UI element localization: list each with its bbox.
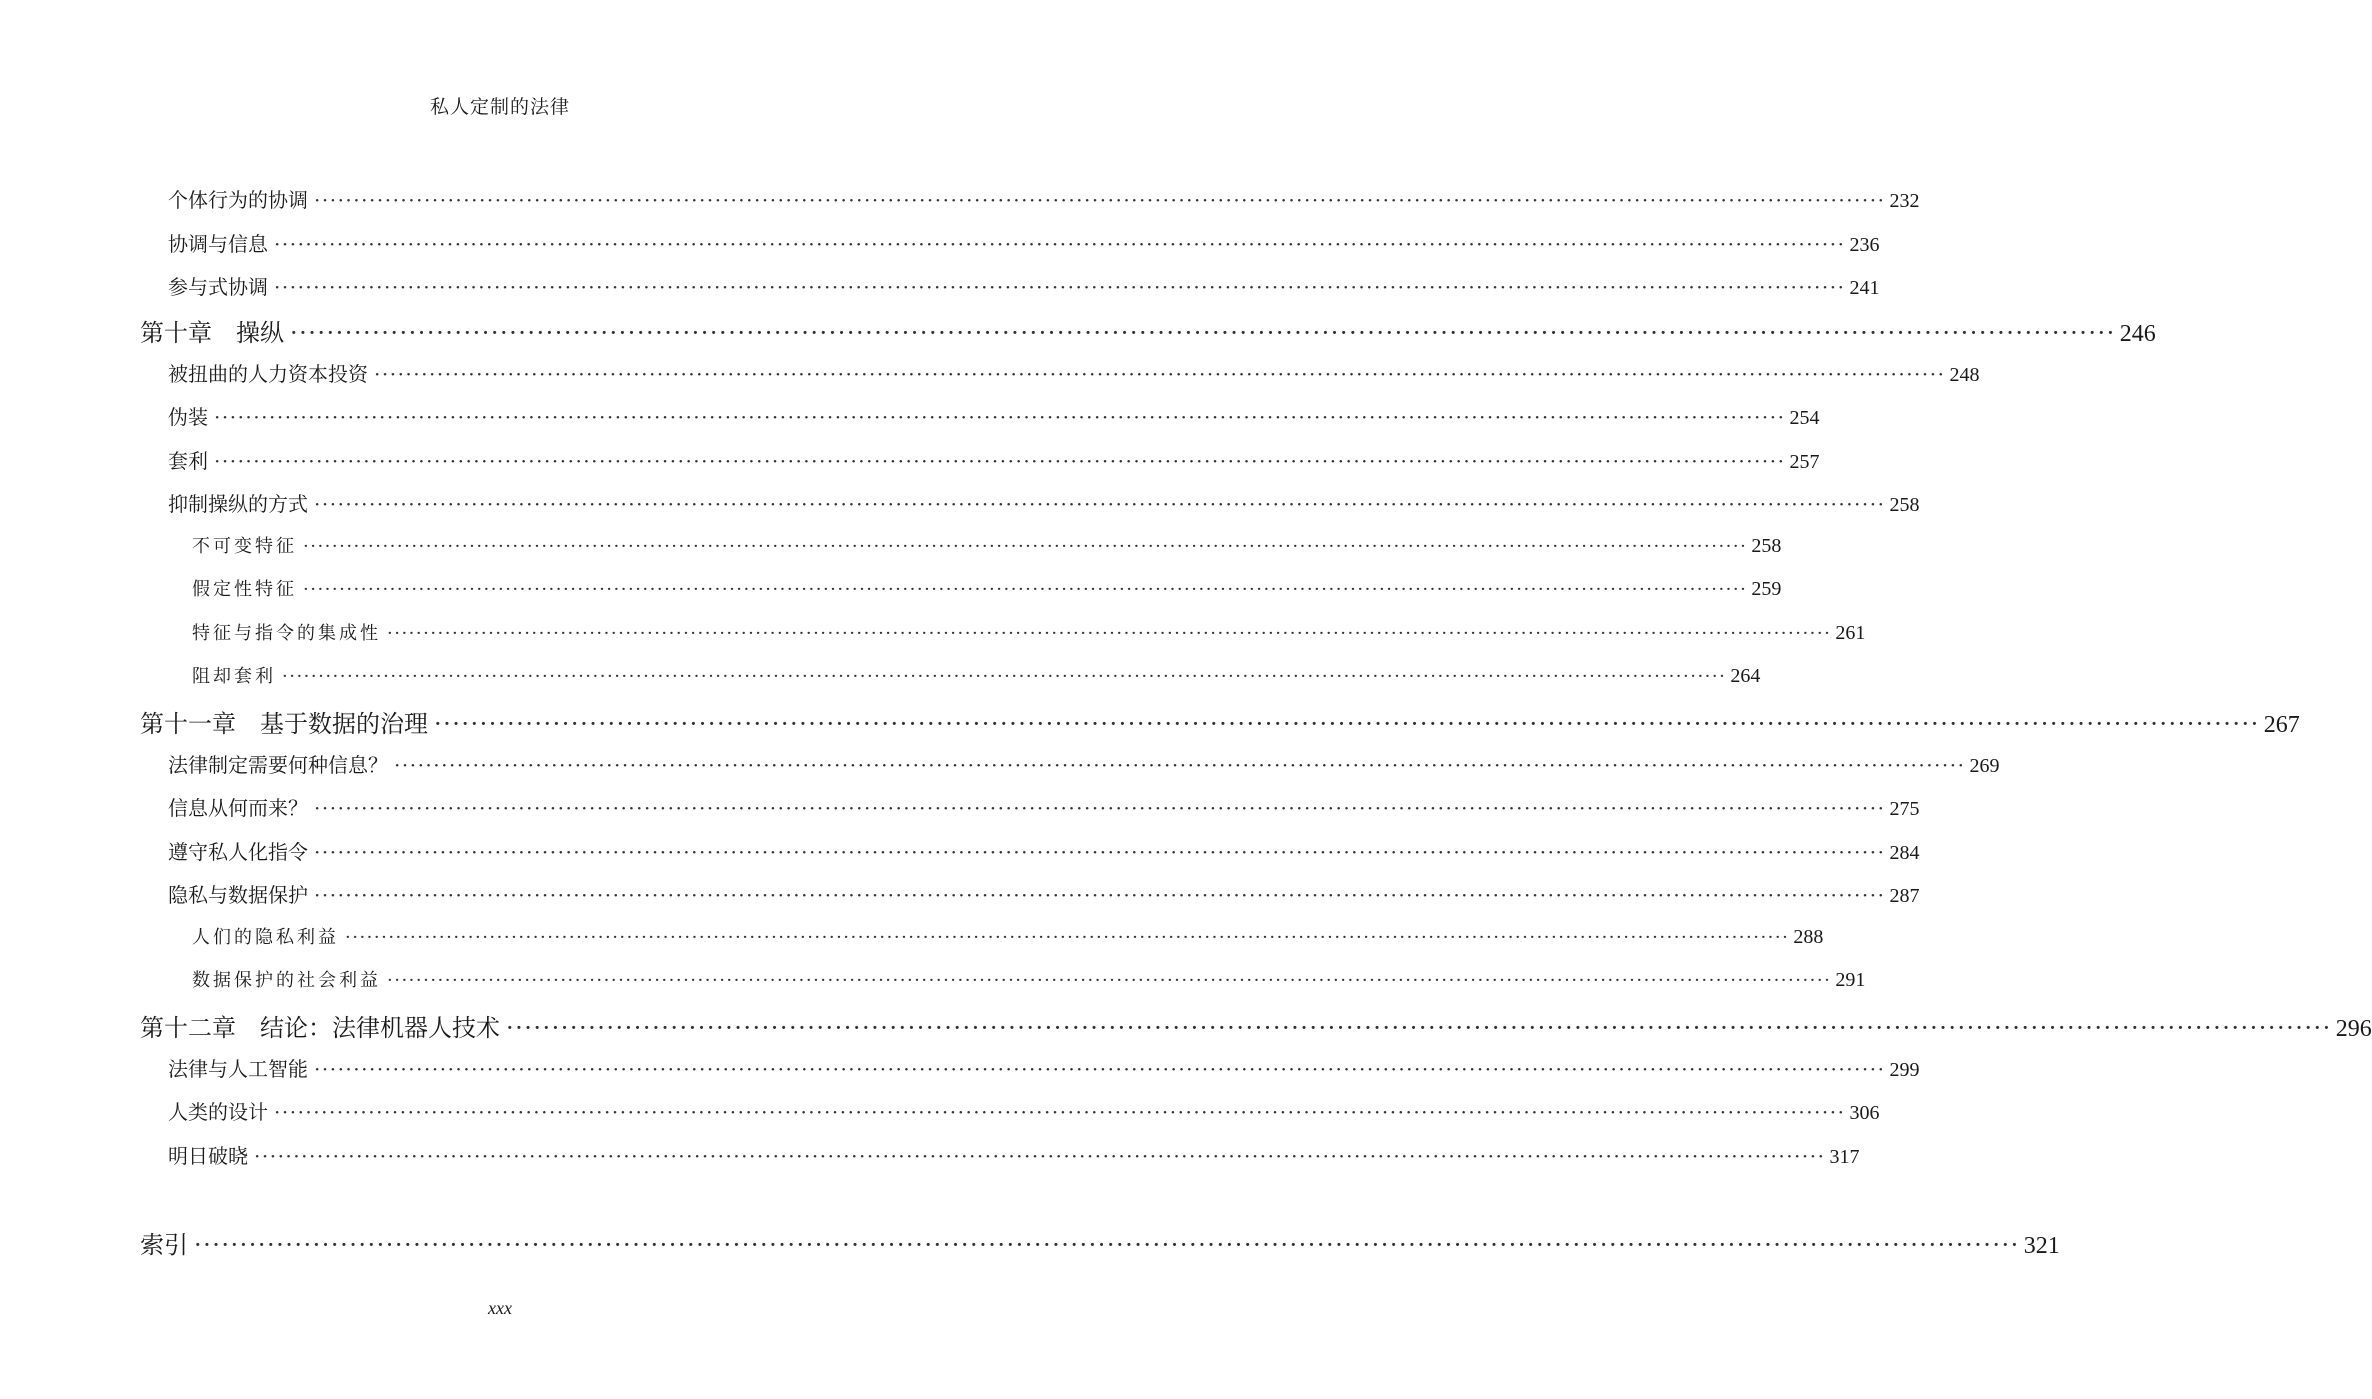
- toc-entry-page: 269: [1969, 755, 2000, 777]
- toc-entry-page: 299: [1889, 1059, 1920, 1081]
- toc-entry[interactable]: [168, 749, 2000, 778]
- toc-entry[interactable]: [168, 401, 1820, 430]
- toc-entry-page: 321: [2023, 1233, 2060, 1259]
- dot-leader: ········································································································································································································: [387, 970, 1832, 991]
- dot-leader: ········································································································································································································: [506, 1014, 2332, 1042]
- toc-entry-page: 267: [2263, 712, 2300, 738]
- dot-leader: ········································································································································································································: [314, 1057, 1886, 1081]
- toc-entry-title: 遵守私人化指令: [168, 840, 308, 864]
- toc-entry-page: 261: [1835, 622, 1866, 644]
- dot-leader: ········································································································································································································: [303, 536, 1748, 557]
- toc-entry-page: 257: [1789, 451, 1820, 473]
- toc-entry-title: 数据保护的社会利益: [192, 970, 381, 991]
- dot-leader: ········································································································································································································: [194, 1231, 2020, 1259]
- toc-entry-page: 246: [2119, 321, 2156, 347]
- toc-subentry[interactable]: [192, 619, 1866, 645]
- toc-entry[interactable]: [168, 836, 1920, 865]
- toc-chapter-entry[interactable]: [140, 1008, 2372, 1043]
- toc-entry-title: 抑制操纵的方式: [168, 492, 308, 516]
- toc-entry-page: 291: [1835, 969, 1866, 991]
- toc-entry[interactable]: [168, 445, 1820, 474]
- toc-entry-title: 特征与指令的集成性: [192, 623, 381, 644]
- dot-leader: ········································································································································································································: [374, 362, 1946, 386]
- toc-entry-page: 248: [1949, 364, 1980, 386]
- toc-entry-title: 被扭曲的人力资本投资: [168, 362, 368, 386]
- toc-entry-page: 284: [1889, 842, 1920, 864]
- toc-entry-page: 258: [1889, 494, 1920, 516]
- toc-entry-title: 阻却套利: [192, 666, 276, 687]
- dot-leader: ········································································································································································································: [303, 579, 1748, 600]
- toc-entry-page: 254: [1789, 407, 1820, 429]
- toc-entry[interactable]: [168, 488, 1920, 517]
- toc-entry-title: 信息从何而来？: [168, 796, 308, 820]
- toc-index-entry[interactable]: [140, 1225, 2060, 1260]
- toc-entry[interactable]: [168, 1096, 1880, 1125]
- toc-entry-page: 264: [1730, 665, 1761, 687]
- dot-leader: ········································································································································································································: [282, 666, 1727, 687]
- dot-leader: ········································································································································································································: [314, 492, 1886, 516]
- toc-entry-title: 第十章 操纵: [140, 319, 284, 347]
- toc-chapter-entry[interactable]: [140, 704, 2300, 739]
- toc-entry[interactable]: [168, 184, 1920, 213]
- dot-leader: ········································································································································································································: [214, 449, 1786, 473]
- toc-entry-page: 288: [1793, 926, 1824, 948]
- toc-entry-page: 317: [1829, 1146, 1860, 1168]
- toc-subentry[interactable]: [192, 923, 1824, 949]
- dot-leader: ········································································································································································································: [290, 319, 2116, 347]
- toc-entry-title: 套利: [168, 449, 208, 473]
- toc-entry[interactable]: [168, 358, 1980, 387]
- toc-subentry[interactable]: [192, 575, 1782, 601]
- toc-entry-title: 个体行为的协调: [168, 188, 308, 212]
- toc-entry[interactable]: [168, 228, 1880, 257]
- toc-entry-title: 法律制定需要何种信息？: [168, 753, 388, 777]
- toc-entry-title: 协调与信息: [168, 232, 268, 256]
- toc-subentry[interactable]: [192, 966, 1866, 992]
- toc-subentry[interactable]: [192, 662, 1761, 688]
- toc-entry-page: 259: [1751, 578, 1782, 600]
- dot-leader: ········································································································································································································: [274, 232, 1846, 256]
- toc-entry-page: 241: [1849, 277, 1880, 299]
- dot-leader: ········································································································································································································: [274, 275, 1846, 299]
- toc-entry[interactable]: [168, 792, 1920, 821]
- toc-entry-page: 232: [1889, 190, 1920, 212]
- dot-leader: ········································································································································································································: [214, 405, 1786, 429]
- toc-entry-title: 伪装: [168, 405, 208, 429]
- dot-leader: ········································································································································································································: [387, 623, 1832, 644]
- toc-entry-title: 隐私与数据保护: [168, 883, 308, 907]
- page-number: xxx: [488, 1298, 512, 1318]
- toc-entry[interactable]: [168, 879, 1920, 908]
- dot-leader: ········································································································································································································: [314, 883, 1886, 907]
- toc-entry-page: 275: [1889, 798, 1920, 820]
- toc-entry-title: 索引: [140, 1231, 188, 1259]
- dot-leader: ········································································································································································································: [274, 1100, 1846, 1124]
- dot-leader: ········································································································································································································: [314, 840, 1886, 864]
- toc-entry-title: 不可变特征: [192, 536, 297, 557]
- dot-leader: ········································································································································································································: [345, 927, 1790, 948]
- toc-entry-title: 法律与人工智能: [168, 1057, 308, 1081]
- dot-leader: ········································································································································································································: [254, 1144, 1826, 1168]
- toc-entry-page: 296: [2335, 1016, 2372, 1042]
- toc-entry-page: 287: [1889, 885, 1920, 907]
- toc-entry-title: 明日破晓: [168, 1144, 248, 1168]
- toc-entry-title: 第十一章 基于数据的治理: [140, 710, 428, 738]
- toc-entry[interactable]: [168, 1053, 1920, 1082]
- dot-leader: ········································································································································································································: [314, 796, 1886, 820]
- toc-entry-title: 人们的隐私利益: [192, 927, 339, 948]
- toc-entry-page: 306: [1849, 1102, 1880, 1124]
- toc-entry[interactable]: [168, 271, 1880, 300]
- toc-chapter-entry[interactable]: [140, 313, 2156, 348]
- toc-subentry[interactable]: [192, 532, 1782, 558]
- toc-entry-title: 第十二章 结论：法律机器人技术: [140, 1014, 500, 1042]
- dot-leader: ········································································································································································································: [314, 188, 1886, 212]
- toc-entry-title: 参与式协调: [168, 275, 268, 299]
- toc-entry-page: 258: [1751, 535, 1782, 557]
- toc-entry-page: 236: [1849, 234, 1880, 256]
- toc-entry-title: 人类的设计: [168, 1100, 268, 1124]
- dot-leader: ········································································································································································································: [394, 753, 1966, 777]
- toc-entry[interactable]: [168, 1140, 1860, 1169]
- dot-leader: ········································································································································································································: [434, 710, 2260, 738]
- running-header: 私人定制的法律: [429, 96, 570, 118]
- toc-entry-title: 假定性特征: [192, 579, 297, 600]
